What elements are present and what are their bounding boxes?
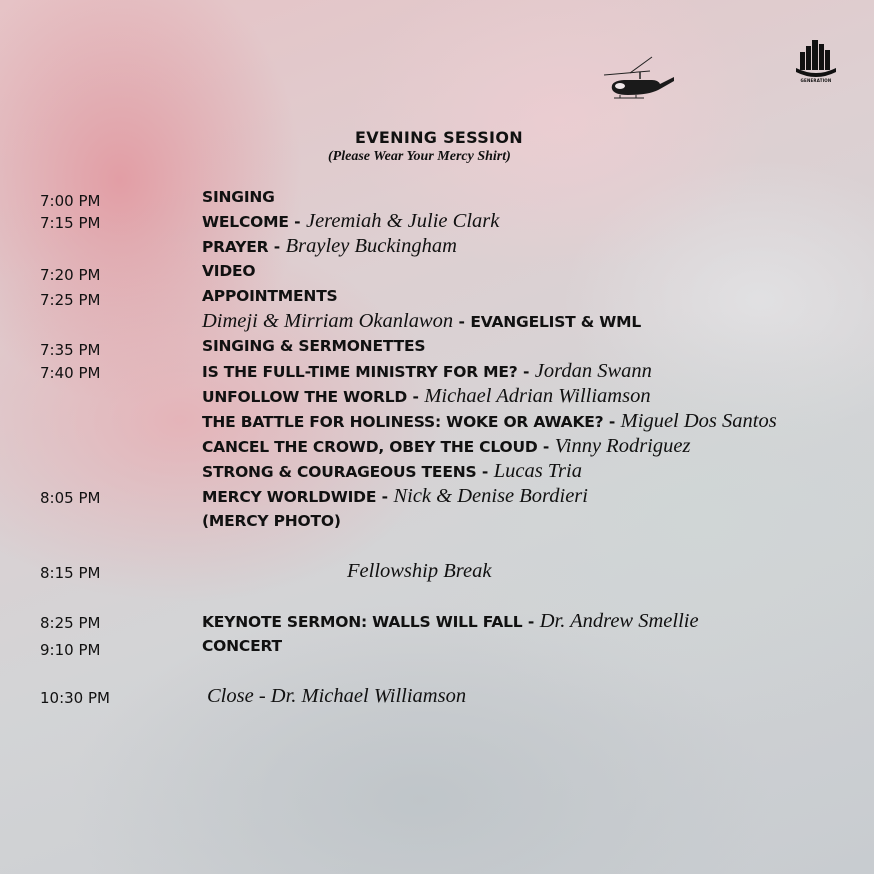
item-speaker: Lucas Tria <box>493 460 582 482</box>
item-speaker: Vinny Rodriguez <box>554 435 691 457</box>
schedule-item <box>202 512 341 531</box>
schedule-row <box>0 235 874 259</box>
item-title: SINGING & SERMONETTES <box>202 337 426 355</box>
time-label: 8:15 PM <box>40 564 101 582</box>
schedule-item <box>202 310 641 333</box>
item-title: CANCEL THE CROWD, OBEY THE CLOUD <box>202 438 538 456</box>
schedule-row <box>0 685 874 709</box>
item-title: MERCY WORLDWIDE <box>202 488 377 506</box>
close-label: Close - Dr. Michael Williamson <box>207 685 467 707</box>
item-title: STRONG & COURAGEOUS TEENS <box>202 463 477 481</box>
time-label: 7:25 PM <box>40 291 101 309</box>
item-title: APPOINTMENTS <box>202 287 338 305</box>
separator: - <box>268 238 286 256</box>
item-speaker: Nick & Denise Bordieri <box>393 485 588 507</box>
schedule-row <box>0 360 874 384</box>
session-subtitle: (Please Wear Your Mercy Shirt) <box>328 149 511 164</box>
schedule-item <box>202 637 282 656</box>
break-label: Fellowship Break <box>347 560 492 582</box>
schedule-item <box>347 560 491 583</box>
schedule-row <box>0 637 874 661</box>
schedule-item <box>202 610 699 633</box>
schedule-item <box>202 287 338 306</box>
schedule-item <box>202 460 582 483</box>
item-title: (MERCY PHOTO) <box>202 512 341 530</box>
schedule-row <box>0 287 874 311</box>
separator: - <box>517 363 535 381</box>
schedule-row <box>0 262 874 286</box>
schedule-item <box>202 435 690 458</box>
separator: - <box>453 313 471 331</box>
schedule-row <box>0 485 874 509</box>
schedule-row <box>0 337 874 361</box>
item-speaker: Jeremiah & Julie Clark <box>305 210 500 232</box>
schedule-row <box>0 210 874 234</box>
schedule-row <box>0 410 874 434</box>
schedule-item <box>202 360 652 383</box>
time-label: 8:25 PM <box>40 614 101 632</box>
item-title: UNFOLLOW THE WORLD <box>202 388 408 406</box>
schedule-row <box>0 188 874 212</box>
time-label: 7:20 PM <box>40 266 101 284</box>
item-title: VIDEO <box>202 262 256 280</box>
helicopter-icon <box>600 55 678 101</box>
schedule-row <box>0 512 874 536</box>
session-title: EVENING SESSION <box>355 128 523 147</box>
separator: - <box>537 438 555 456</box>
schedule-row <box>0 435 874 459</box>
separator: - <box>376 488 394 506</box>
schedule-row <box>0 385 874 409</box>
time-label: 7:00 PM <box>40 192 101 210</box>
schedule-row <box>0 460 874 484</box>
schedule-row <box>0 310 874 334</box>
item-speaker: Michael Adrian Williamson <box>424 385 651 407</box>
schedule-item <box>202 210 499 233</box>
item-title: THE BATTLE FOR HOLINESS: WOKE OR AWAKE? <box>202 413 604 431</box>
schedule-item <box>202 385 651 408</box>
separator: - <box>288 213 306 231</box>
item-speaker: Dimeji & Mirriam Okanlawon <box>202 310 454 332</box>
item-title: KEYNOTE SERMON: WALLS WILL FALL <box>202 613 523 631</box>
separator: - <box>522 613 540 631</box>
time-label: 9:10 PM <box>40 641 101 659</box>
schedule-item <box>207 685 466 708</box>
item-speaker: Brayley Buckingham <box>285 235 457 257</box>
schedule-row <box>0 560 874 584</box>
separator: - <box>603 413 621 431</box>
item-title: WELCOME <box>202 213 289 231</box>
item-title: PRAYER <box>202 238 269 256</box>
schedule-item <box>202 188 275 207</box>
schedule-item <box>202 235 457 258</box>
item-speaker: Dr. Andrew Smellie <box>539 610 699 632</box>
time-label: 7:15 PM <box>40 214 101 232</box>
item-title: CONCERT <box>202 637 282 655</box>
schedule-row <box>0 610 874 634</box>
generation-logo: GENERATION <box>794 38 838 88</box>
separator: - <box>476 463 494 481</box>
item-title: SINGING <box>202 188 275 206</box>
schedule-item <box>202 337 425 356</box>
item-speaker: Jordan Swann <box>534 360 652 382</box>
time-label: 10:30 PM <box>40 689 110 707</box>
time-label: 7:35 PM <box>40 341 101 359</box>
schedule-item <box>202 262 255 281</box>
time-label: 7:40 PM <box>40 364 101 382</box>
item-title: IS THE FULL-TIME MINISTRY FOR ME? <box>202 363 518 381</box>
time-label: 8:05 PM <box>40 489 101 507</box>
schedule-item <box>202 485 588 508</box>
item-speaker: Miguel Dos Santos <box>620 410 777 432</box>
separator: - <box>407 388 425 406</box>
item-title: EVANGELIST & WML <box>470 313 642 331</box>
schedule-item <box>202 410 777 433</box>
